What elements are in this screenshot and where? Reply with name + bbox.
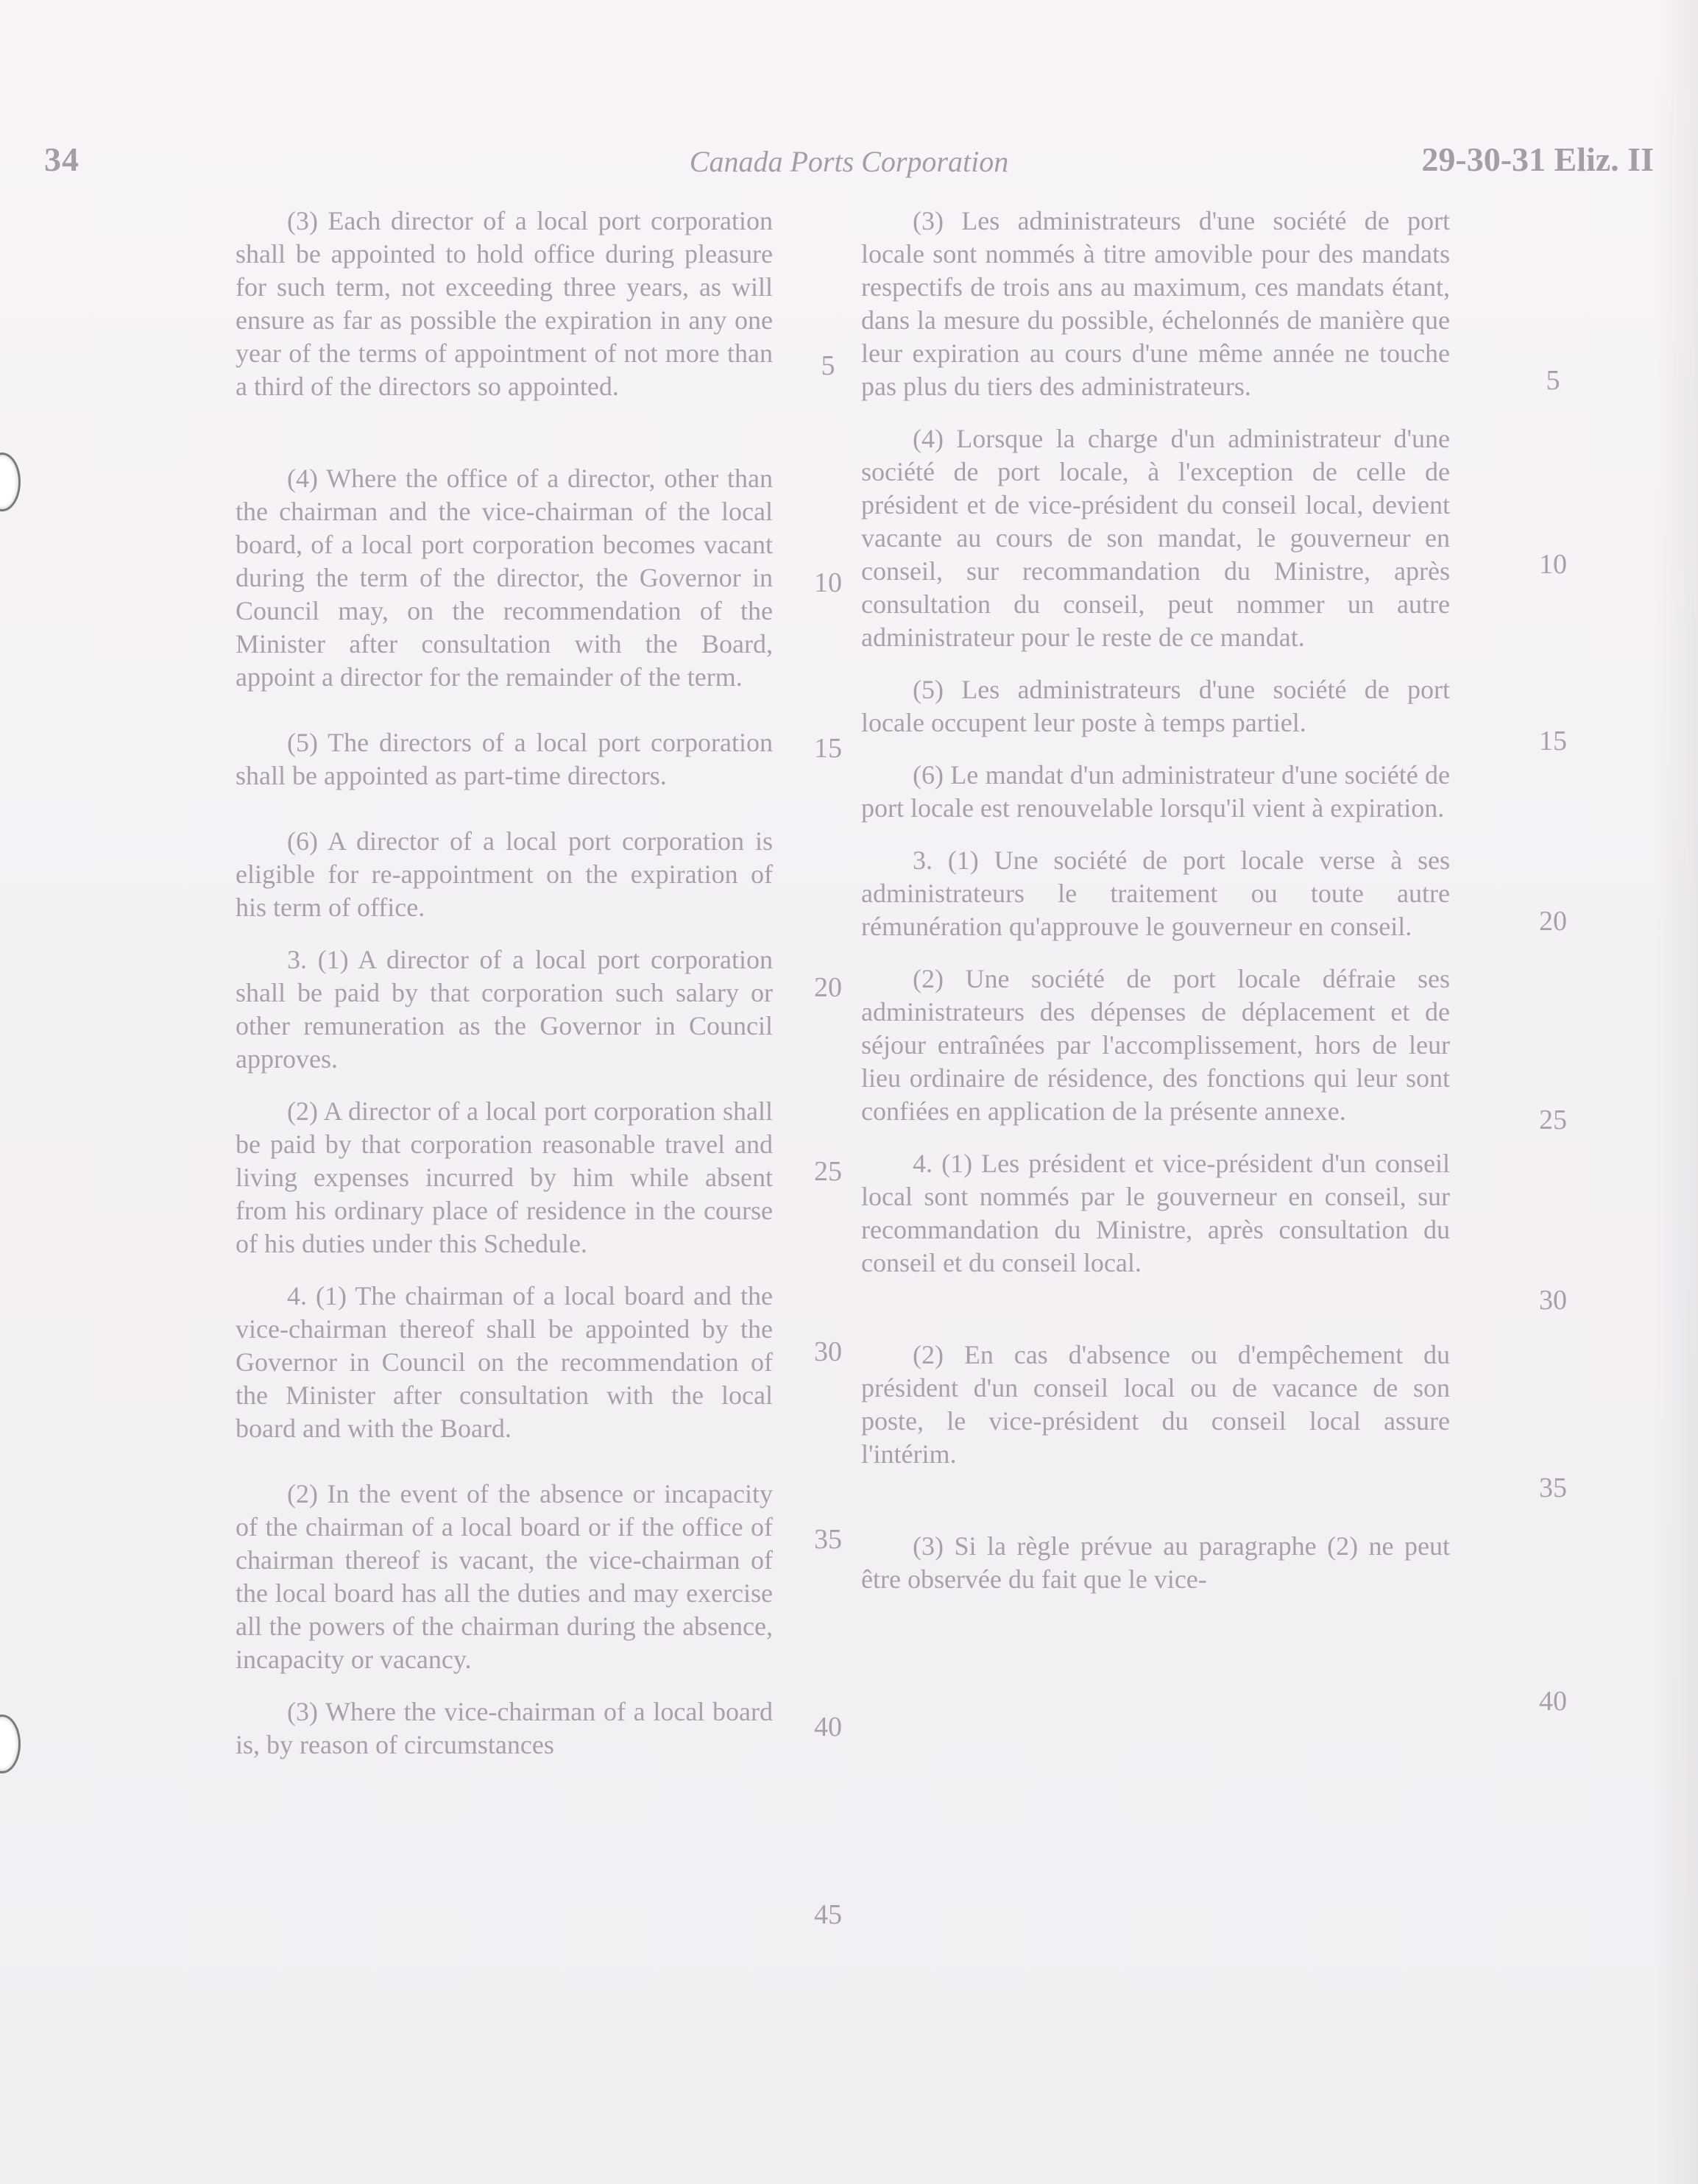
line-number: 10	[814, 567, 842, 598]
line-number: 10	[1539, 549, 1567, 580]
binder-hole	[0, 1715, 21, 1773]
french-paragraph: 4. (1) Les président et vice-président d'un conseil local sont nommés par le gouverneur en conseil, sur recommandation du Ministre, après consultation du conseil et du conseil local.	[861, 1149, 1450, 1277]
english-paragraph: (6) A director of a local port corporation is eligible for re-appointment on the expiration of his term of office.	[236, 826, 773, 922]
line-number: 25	[814, 1156, 842, 1187]
line-number: 35	[814, 1524, 842, 1555]
line-number: 20	[814, 972, 842, 1003]
line-number: 20	[1539, 906, 1567, 937]
binder-hole	[0, 453, 21, 511]
english-column	[236, 205, 773, 1762]
statute-reference: 29-30-31 Eliz. II	[1421, 141, 1654, 178]
french-paragraph: (6) Le mandat d'un administrateur d'une société de port locale est renouvelable lorsqu'il vient à expiration.	[861, 760, 1450, 823]
english-paragraph: (3) Where the vice-chairman of a local board is, by reason of circumstances	[236, 1697, 773, 1759]
french-paragraph: (2) En cas d'absence ou d'empêchement du président d'un conseil local ou de vacance de son poste, le vice-président du conseil local assure l'intérim.	[861, 1340, 1450, 1469]
page-number: 34	[44, 141, 79, 178]
running-title: Canada Ports Corporation	[689, 145, 1009, 178]
english-paragraph: 3. (1) A director of a local port corporation shall be paid by that corporation such salary or other remuneration as the Governor in Council approves.	[236, 945, 773, 1074]
french-paragraph: (3) Si la règle prévue au paragraphe (2) ne peut être observée du fait que le vice-	[861, 1531, 1450, 1594]
line-number: 15	[1539, 726, 1567, 756]
french-column	[861, 205, 1450, 1596]
line-number: 15	[814, 733, 842, 764]
line-number: 35	[1539, 1472, 1567, 1503]
page-edge-shadow	[1654, 0, 1698, 2184]
english-paragraph: (4) Where the office of a director, other than the chairman and the vice-chairman of the local board, of a local port corporation becomes vacant during the term of the director, the Governor in Council may, on the recommendation of the Minister after consultation with the Board, appoint a director for the remainder of the term.	[236, 464, 773, 692]
line-number: 30	[814, 1336, 842, 1367]
french-paragraph: (3) Les administrateurs d'une société de port locale sont nommés à titre amovible pour des mandats respectifs de trois ans au maximum, ces mandats étant, dans la mesure du possible, échelonnés de manière que leur expiration au cours d'une même année ne touche pas plus du tiers des administrateurs.	[861, 206, 1450, 401]
french-paragraph: (4) Lorsque la charge d'un administrateur d'une société de port locale, à l'exception de celle de président et de vice-président du conseil local, devient vacante au cours de son mandat, le gouverneur en conseil, sur recommandation du Ministre, après consultation du conseil, peut nommer un autre administrateur pour le reste de ce mandat.	[861, 424, 1450, 652]
english-paragraph: (3) Each director of a local port corporation shall be appointed to hold office during pleasure for such term, not exceeding three years, as will ensure as far as possible the expiration in any one year of the terms of appointment of not more than a third of the directors so appointed.	[236, 206, 773, 401]
line-number: 5	[821, 350, 835, 381]
french-paragraph: (5) Les administrateurs d'une société de port locale occupent leur poste à temps partiel.	[861, 675, 1450, 737]
english-paragraph: 4. (1) The chairman of a local board and the vice-chairman thereof shall be appointed by the Governor in Council on the recommendation of the Minister after consultation with the local board and with the Board.	[236, 1281, 773, 1443]
french-paragraph: 3. (1) Une société de port locale verse à ses administrateurs le traitement ou toute autre rémunération qu'approuve le gouverneur en conseil.	[861, 845, 1450, 941]
french-paragraph: (2) Une société de port locale défraie ses administrateurs des dépenses de déplacement et de séjour entraînées par l'accomplissement, hors de leur lieu ordinaire de résidence, des fonctions qui leur sont confiées en application de la présente annexe.	[861, 964, 1450, 1126]
english-paragraph: (2) A director of a local port corporation shall be paid by that corporation reasonable travel and living expenses incurred by him while absent from his ordinary place of residence in the course of his duties under this Schedule.	[236, 1096, 773, 1258]
page-header	[44, 140, 1654, 191]
line-number: 40	[1539, 1686, 1567, 1717]
english-paragraph: (5) The directors of a local port corporation shall be appointed as part-time directors.	[236, 728, 773, 790]
line-number: 40	[814, 1712, 842, 1742]
line-number: 45	[814, 1899, 842, 1930]
line-number: 25	[1539, 1105, 1567, 1135]
english-paragraph: (2) In the event of the absence or incapacity of the chairman of a local board or if the office of chairman thereof is vacant, the vice-chairman of the local board has all the duties and may exercise all the powers of the chairman during the absence, incapacity or vacancy.	[236, 1479, 773, 1674]
line-number: 30	[1539, 1285, 1567, 1316]
line-number: 5	[1546, 365, 1560, 396]
